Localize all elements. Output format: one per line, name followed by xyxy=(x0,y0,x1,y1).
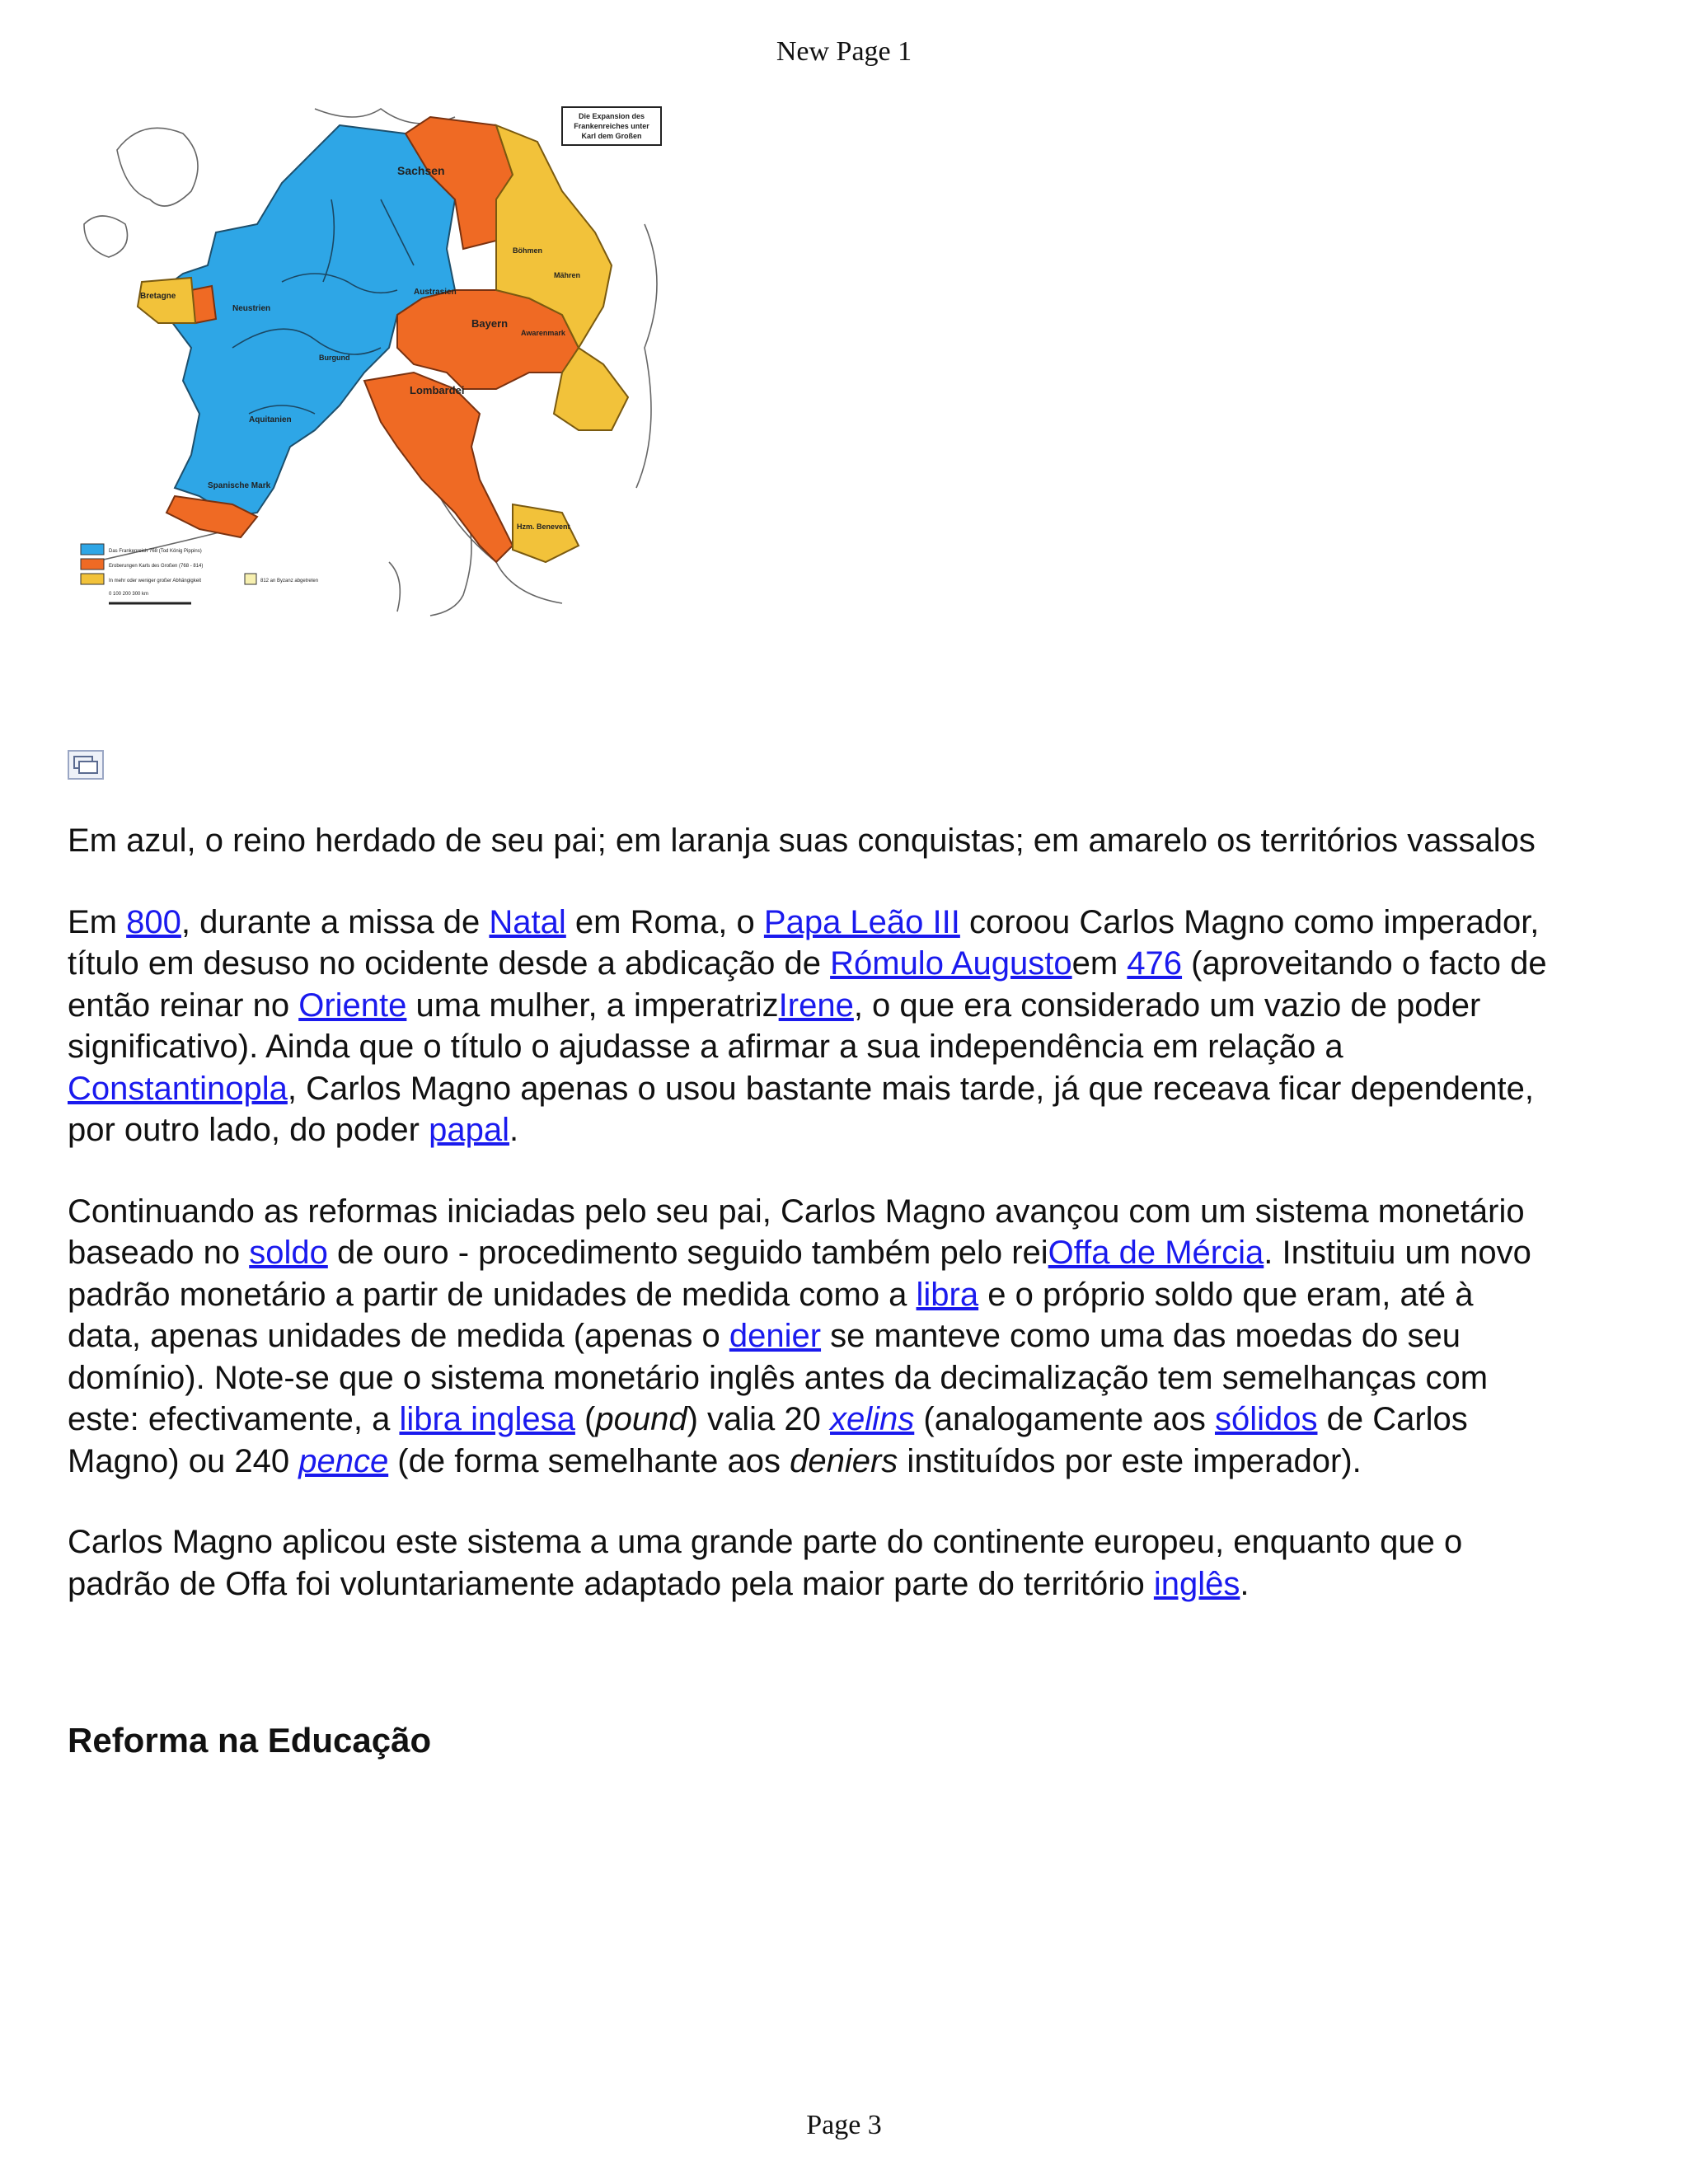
text: de Carlos Magno) ou 240 xyxy=(68,1401,1468,1479)
map-label-awarenmark: Awarenmark xyxy=(521,329,565,337)
map-label-sachsen: Sachsen xyxy=(397,164,445,177)
map-label-lombardei: Lombardei xyxy=(410,384,465,396)
map-label-neustrien: Neustrien xyxy=(232,304,271,313)
text: . xyxy=(1240,1565,1250,1602)
link-oriente[interactable]: Oriente xyxy=(298,987,407,1024)
map-label-benevent: Hzm. Benevent xyxy=(517,523,570,531)
link-800[interactable]: 800 xyxy=(126,903,181,940)
text: . Instituiu um novo padrão monetário a partir de unidades de medida como a xyxy=(68,1235,1531,1313)
map-scale: 0 100 200 300 km xyxy=(109,592,149,597)
legend-swatch-orange xyxy=(81,559,104,569)
text: (de forma semelhante aos xyxy=(388,1442,790,1479)
text: , durante a missa de xyxy=(181,903,490,940)
paragraph-monetary xyxy=(68,1191,1551,1483)
map-label-burgund: Burgund xyxy=(319,354,350,362)
legend-text-2: Eroberungen Karls des Großen (768 - 814) xyxy=(109,564,204,569)
text: uma mulher, a imperatriz xyxy=(406,987,779,1024)
text: , Carlos Magno apenas o usou bastante mais tarde, já que receava ficar dependente, por outro lado, do poder xyxy=(68,1070,1534,1148)
map-label-spanische-mark: Spanische Mark xyxy=(208,481,271,490)
link-natal[interactable]: Natal xyxy=(489,903,566,940)
map-legend-title-1: Die Expansion des xyxy=(578,112,645,120)
link-xelins[interactable] xyxy=(830,1401,914,1437)
page-footer: Page 3 xyxy=(806,2110,882,2140)
link-ingles[interactable]: inglês xyxy=(1153,1565,1240,1602)
text: e o próprio soldo que eram, até à data, apenas unidades de medida (apenas o xyxy=(68,1276,1474,1354)
map-label-aquitanien: Aquitanien xyxy=(249,415,292,424)
map-image xyxy=(68,101,682,628)
legend-swatch-yellow xyxy=(81,574,104,584)
italic-pence: pence xyxy=(298,1442,389,1479)
text: Carlos Magno aplicou este sistema a uma grande parte do continente europeu, enquanto que o padrão de Offa foi voluntariamente adaptado pela maior parte do território xyxy=(68,1524,1463,1602)
text: em xyxy=(1071,945,1128,982)
italic-deniers: deniers xyxy=(790,1442,898,1479)
map-legend-title-2: Frankenreiches unter xyxy=(574,122,649,130)
text: ) valia 20 xyxy=(687,1401,831,1437)
article-body xyxy=(68,820,1551,1761)
legend-text-4: 812 an Byzanz abgetreten xyxy=(260,579,319,583)
section-heading: Reforma na Educação xyxy=(68,1721,432,1760)
map-region-orange-italy xyxy=(364,373,513,562)
text: Em xyxy=(68,903,127,940)
link-romulo-augusto[interactable]: Rómulo Augusto xyxy=(830,945,1072,982)
legend-text-3: In mehr oder weniger großer Abhängigkeit xyxy=(109,579,202,583)
legend-swatch-blue xyxy=(81,544,104,555)
link-pence[interactable] xyxy=(298,1443,388,1479)
text: se manteve como uma das moedas do seu domínio). Note-se que o sistema monetário inglês antes da decimalização tem semelhanças com este: efectivamente, a xyxy=(68,1318,1489,1437)
legend-swatch-pale xyxy=(245,574,256,584)
paragraph-europe xyxy=(68,1521,1551,1605)
map-caption: Em azul, o reino herdado de seu pai; em laranja suas conquistas; em amarelo os territórios vassalos xyxy=(68,823,1536,859)
link-libra-inglesa[interactable]: libra inglesa xyxy=(399,1401,575,1437)
paragraph-coronation xyxy=(68,902,1551,1151)
text: Continuando as reformas iniciadas pelo seu pai, Carlos Magno avançou com um sistema monetário baseado no xyxy=(68,1193,1525,1271)
text: (analogamente aos xyxy=(914,1401,1215,1437)
text: coroou Carlos Magno como imperador, título em desuso no ocidente desde a abdicação de xyxy=(68,903,1540,982)
link-offa-de-mercia[interactable]: Offa de Mércia xyxy=(1048,1235,1264,1271)
page-header: New Page 1 xyxy=(776,36,912,67)
link-solidos[interactable]: sólidos xyxy=(1214,1401,1318,1437)
map-label-bohmen: Böhmen xyxy=(513,246,542,255)
link-papa-leao-iii[interactable]: Papa Leão III xyxy=(763,903,960,940)
broken-image-icon xyxy=(68,750,104,780)
map-label-mahren: Mähren xyxy=(554,271,581,279)
text: (aproveitando o facto de então reinar no xyxy=(68,945,1547,1024)
italic-xelins: xelins xyxy=(830,1401,915,1437)
text: , o que era considerado um vazio de poder significativo). Ainda que o título o ajudasse a afirmar a sua independência em relação a xyxy=(68,987,1481,1065)
link-papal[interactable]: papal xyxy=(429,1112,509,1148)
link-irene[interactable]: Irene xyxy=(778,987,854,1024)
text: instituídos por este imperador). xyxy=(898,1442,1362,1479)
map-label-bayern: Bayern xyxy=(471,317,509,330)
map-legend-title-3: Karl dem Großen xyxy=(581,132,642,140)
text: de ouro - procedimento seguido também pelo rei xyxy=(327,1235,1048,1271)
link-soldo[interactable]: soldo xyxy=(249,1235,328,1271)
map-label-bretagne: Bretagne xyxy=(140,292,176,301)
link-constantinopla[interactable]: Constantinopla xyxy=(68,1070,288,1107)
link-libra[interactable]: libra xyxy=(916,1276,979,1313)
map-label-austrasien: Austrasien xyxy=(414,288,457,297)
text: em Roma, o xyxy=(565,903,764,940)
text: ( xyxy=(574,1401,596,1437)
link-denier[interactable]: denier xyxy=(729,1318,822,1354)
map-region-yellow-benevent xyxy=(513,504,579,562)
legend-text-1: Das Frankenreich 768 (Tod König Pippins) xyxy=(109,549,202,554)
italic-pound: pound xyxy=(595,1401,687,1437)
text: . xyxy=(509,1112,519,1148)
link-476[interactable]: 476 xyxy=(1127,945,1183,982)
